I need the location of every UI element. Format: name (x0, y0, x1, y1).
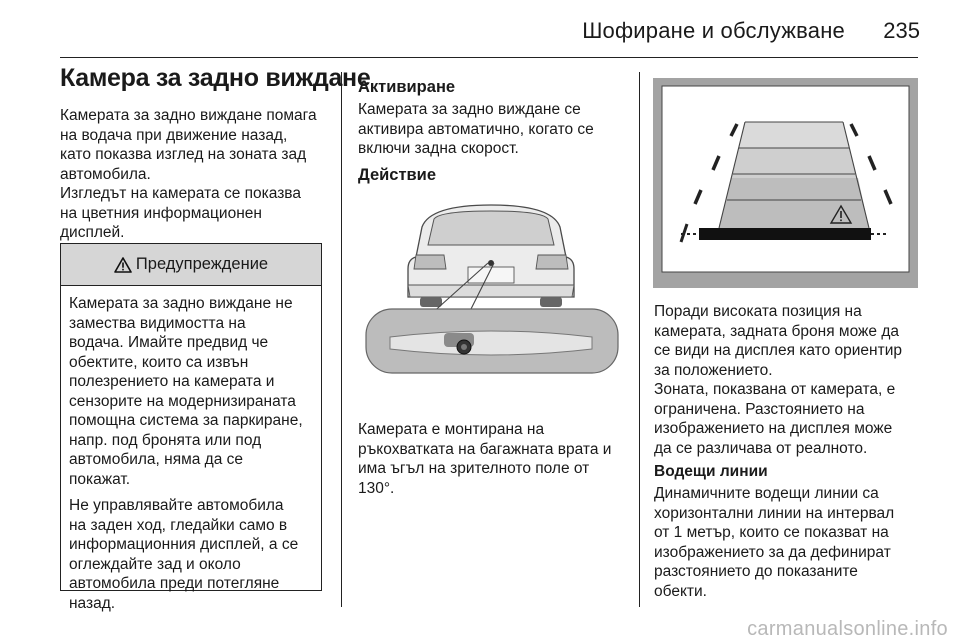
text-line: на заден ход, гледайки само в (69, 516, 288, 534)
header-rule (60, 57, 918, 58)
warning-title: Предупреждение (135, 255, 269, 273)
text-line: от 1 метър, които се показват на (654, 524, 889, 541)
text-line: 130°. (358, 479, 395, 497)
text-line: има ъгъл на зрителното поле от (358, 460, 590, 477)
intro-paragraph (60, 106, 335, 184)
warning-paragraph (69, 496, 313, 613)
text-line: напр. под бронята или под (69, 431, 262, 449)
warning-triangle-icon (114, 257, 132, 273)
text-line: включи задна скорост. (358, 140, 519, 157)
text-line: Камерата за задно виждане се (358, 101, 581, 118)
operation-caption (358, 420, 638, 498)
header-title: Шофиране и обслужване (582, 18, 845, 43)
text-line: Не управлявайте автомобила (69, 497, 284, 514)
text-line: автомобила, няма да се (69, 451, 244, 468)
area-paragraph (654, 380, 924, 458)
watermark: carmanualsonline.info (747, 618, 948, 640)
text-line: водача. Имайте предвид че (69, 334, 269, 351)
text-line: разстоянието до показаните (654, 563, 858, 580)
bumper-paragraph (654, 302, 924, 380)
display-guidelines-figure (653, 78, 918, 288)
text-line: изображението за да дефинират (654, 543, 891, 561)
page-header (0, 0, 960, 60)
page-number: 235 (883, 18, 920, 43)
warning-body (61, 286, 321, 613)
text-line: покажат. (69, 470, 131, 488)
text-line: автомобила. (60, 165, 151, 183)
text-line: на цветния информационен (60, 204, 262, 222)
text-line: замества видимостта на (69, 314, 246, 332)
text-line: на водача при движение назад, (60, 126, 288, 144)
text-line: ръкохватката на багажната врата и (358, 440, 612, 458)
text-line: назад. (69, 594, 116, 612)
text-line: Зоната, показвана от камерата, е (654, 381, 896, 398)
warning-paragraph (69, 294, 313, 489)
car-rear-illustration (360, 197, 622, 397)
activation-title: Активиране (358, 78, 456, 96)
column-divider-1 (341, 72, 342, 607)
text-line: Камерата за задно виждане не (69, 295, 293, 312)
text-line: да се различава от реалното. (654, 439, 868, 457)
operation-title: Действие (358, 166, 436, 184)
text-line: информационния дисплей, а се (69, 536, 299, 553)
text-line: автомобила преди потегляне (69, 575, 280, 592)
warning-box (60, 243, 322, 612)
text-line: изображението на дисплея може (654, 420, 893, 437)
car-camera-figure (360, 197, 622, 397)
text-line: камерата, задната броня може да (654, 322, 899, 340)
text-line: хоризонтални линии на интервал (654, 504, 895, 522)
text-line: Камерата е монтирана на (358, 421, 545, 438)
text-line: Изгледът на камерата се показва (60, 185, 301, 202)
text-line: се види на дисплея като ориентир (654, 342, 902, 359)
text-line: Динамичните водещи линии са (654, 485, 879, 502)
text-line: обекти. (654, 582, 707, 600)
text-line: ограничена. Разстоянието на (654, 400, 865, 418)
activation-paragraph (358, 100, 633, 159)
text-line: оглеждайте зад и около (69, 555, 241, 573)
text-line: за положението. (654, 361, 773, 379)
guidelines-paragraph (654, 484, 924, 601)
warning-header (61, 244, 321, 286)
text-line: активира автоматично, когато се (358, 120, 594, 138)
guidelines-illustration (653, 78, 918, 288)
text-line: обектите, които са извън (69, 353, 249, 371)
text-line: Поради високата позиция на (654, 303, 862, 320)
text-line: полезрението на камерата и (69, 373, 275, 390)
text-line: сензорите на модернизираната (69, 392, 296, 410)
text-line: като показва изглед на зоната зад (60, 146, 307, 163)
guidelines-title: Водещи линии (654, 463, 768, 480)
text-line: дисплей. (60, 224, 125, 241)
text-line: Камерата за задно виждане помага (60, 107, 317, 124)
section-title: Камера за задно виждане (60, 64, 371, 92)
display-paragraph (60, 184, 335, 243)
column-divider-2 (639, 72, 640, 607)
text-line: помощна система за паркиране, (69, 412, 303, 429)
